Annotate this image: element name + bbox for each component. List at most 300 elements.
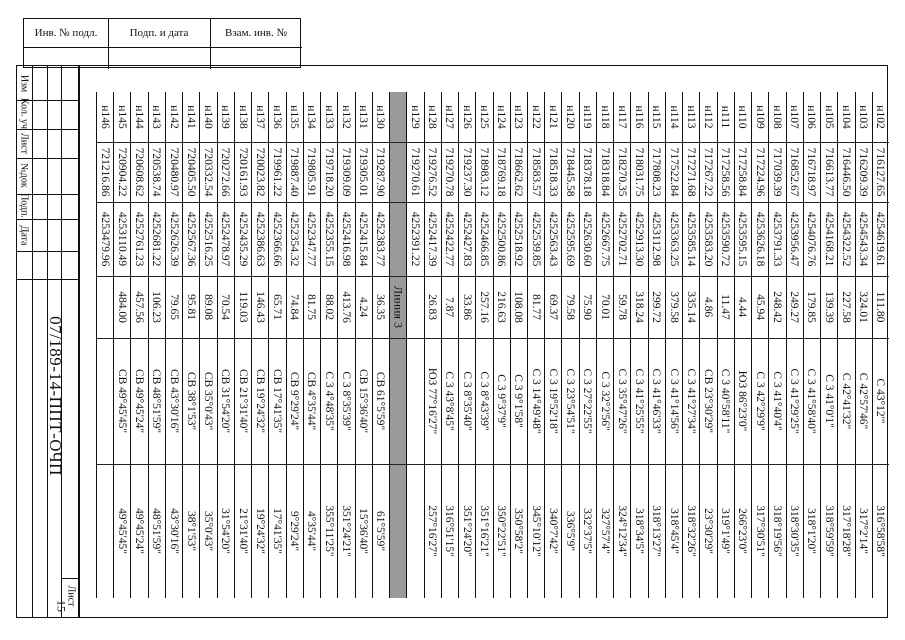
row-divider [682,92,683,598]
table-cell-y-coord: 4252416.98 [339,211,352,267]
table-cell-length: 4.24 [357,296,370,318]
table-cell-length: 75.90 [581,294,594,320]
table-cell-bearing: СВ 49°45'45" [115,368,128,434]
row-divider [286,92,287,598]
table-cell-angle: 317°30'51" [753,505,766,557]
table-cell-bearing: С 3 8°43'39" [477,371,490,431]
grid-line [17,279,80,280]
table-cell-point: н120 [564,105,577,129]
table-cell-angle: 324°12'34" [615,505,628,557]
table-cell-x-coord: 719270.78 [443,147,456,197]
table-cell-x-coord: 718583.57 [529,147,542,197]
table-cell-point: н105 [822,105,835,129]
margin-label-list: Лист [18,133,30,154]
table-cell-x-coord: 718769.18 [495,147,508,197]
row-divider [165,92,166,598]
table-cell-x-coord: 717267.22 [701,147,714,197]
row-divider [803,92,804,598]
table-cell-x-coord: 719887.40 [288,147,301,197]
table-cell-length: 81.77 [529,294,542,320]
table-cell-point: н118 [598,105,611,129]
table-cell-angle: 266°23'0" [736,508,749,554]
table-cell-point: н143 [150,105,163,129]
table-cell-bearing: С 3 23°54'51" [564,368,577,434]
table-cell-length: 257.16 [477,291,490,323]
table-cell-y-coord: 4252681.22 [150,211,163,267]
row-divider [648,92,649,598]
table-cell-x-coord: 718378.18 [581,147,594,197]
table-cell-angle: 35°0'43" [202,510,215,552]
table-cell-point: н136 [271,105,283,129]
table-cell-angle: 318°34'5" [633,508,646,554]
table-cell-y-coord: 4254543.34 [857,211,870,267]
table-cell-bearing: ЮЗ 77°16'27" [426,367,439,435]
table-cell-bearing: СВ 48°51'59" [150,368,163,434]
row-divider [855,92,856,598]
table-cell-y-coord: 4252427.83 [460,211,473,267]
table-cell-length: 70.01 [598,294,611,320]
table-cell-point: н129 [408,105,421,129]
table-cell-x-coord: 719718.20 [322,147,335,197]
table-cell-length: 95.81 [184,294,197,320]
table-cell-x-coord: 716446.50 [839,147,852,197]
table-cell-bearing: С 3 9°1'58" [512,374,525,428]
table-cell-x-coord: 719276.52 [426,147,439,197]
table-cell-x-coord: 718270.35 [615,147,628,197]
registration-stamp [23,18,301,68]
table-cell-angle: 4°35'44" [305,510,318,552]
grid-line [61,578,80,579]
row-divider [613,92,614,598]
table-cell-length: 7.87 [443,296,456,318]
table-cell-length: 4.44 [736,296,749,318]
table-cell-x-coord: 716613.77 [822,147,835,197]
table-cell-x-coord: 718031.75 [633,147,646,197]
table-cell-angle: 23°30'29" [701,508,714,554]
table-cell-point: н112 [701,105,714,129]
table-cell-point: н125 [477,105,490,129]
table-cell-y-coord: 4254619.61 [874,211,887,267]
row-divider [441,92,442,598]
table-cell-y-coord: 4253363.25 [667,211,680,267]
table-cell-x-coord: 720480.97 [167,147,180,197]
margin-label-data: Дата [18,225,30,246]
table-cell-length: 146.43 [253,291,266,323]
row-divider [389,92,390,598]
table-cell-bearing: С 3 41°14'56" [667,368,680,434]
table-cell-length: 88.02 [322,294,335,320]
table-cell-bearing: СВ 21°31'40" [236,368,249,434]
table-cell-y-coord: 4252466.85 [477,211,490,267]
table-cell-y-coord: 4252347.77 [305,211,318,267]
row-divider [717,92,718,598]
table-cell-y-coord: 4252702.71 [615,211,628,267]
table-cell-point: н137 [253,105,266,129]
table-cell-x-coord: 716127.65 [874,147,887,197]
table-cell-y-coord: 4254322.52 [839,211,852,267]
table-cell-y-coord: 4253110.49 [115,211,128,267]
row-divider [699,92,700,598]
table-cell-bearing: С 42°41'32" [839,372,852,430]
table-cell-y-coord: 4253791.33 [770,211,783,267]
table-cell-angle: 351°24'20" [460,505,473,557]
table-cell-bearing: СВ 17°41'35" [271,368,283,434]
table-cell-angle: 318°30'35" [788,505,801,557]
table-cell-y-coord: 4252415.84 [357,211,370,267]
table-cell-point: н109 [753,105,766,129]
margin-label-ndok: №док [18,163,30,188]
row-divider [148,92,149,598]
table-cell-bearing: С 3 43°8'45" [443,371,456,431]
table-cell-length: 413.76 [339,291,352,323]
table-cell-x-coord: 716209.39 [857,147,870,197]
table-cell-point: н104 [839,105,852,129]
table-cell-angle: 316°51'15" [443,505,456,557]
table-cell-bearing: С 3 35°47'26" [615,368,628,434]
table-cell-y-coord: 4252518.92 [512,211,525,267]
table-cell-bearing: СВ 35°0'43" [202,371,215,431]
table-cell-x-coord: 718662.62 [512,147,525,197]
table-cell-x-coord: 719270.61 [408,147,421,197]
table-cell-point: н106 [805,105,818,129]
table-cell-bearing: СВ 19°24'32" [253,368,266,434]
table-cell-point: н127 [443,105,456,129]
table-cell-bearing: С 3 41°0'1" [822,374,835,428]
table-cell-length: 119.03 [236,291,249,323]
table-cell-y-coord: 4253585.14 [684,211,697,267]
table-cell-length: 248.42 [770,291,783,323]
table-cell-angle: 319°1'49" [719,508,732,554]
table-cell-y-coord: 4252539.85 [529,211,542,267]
line-section-label: Линия 3 [391,286,406,328]
table-cell-point: н107 [788,105,801,129]
row-divider [199,92,200,598]
table-cell-bearing: СВ 38°1'53" [184,371,197,431]
table-cell-point: н110 [736,105,749,129]
table-cell-bearing: С 3 19°52'18" [546,368,559,434]
table-cell-length: 59.78 [615,294,628,320]
row-divider [130,92,131,598]
row-divider [751,92,752,598]
table-cell-x-coord: 717271.68 [684,147,697,197]
table-cell-length: 179.85 [805,291,818,323]
table-cell-y-coord: 4252630.60 [581,211,594,267]
table-cell-y-coord: 4252500.86 [495,211,508,267]
row-divider [579,92,580,598]
table-cell-x-coord: 719805.91 [305,147,318,197]
table-cell-length: 69.37 [546,294,559,320]
table-cell-point: н124 [495,105,508,129]
row-divider [406,92,407,598]
table-cell-bearing: С 3 4°48'35" [322,371,335,431]
table-cell-length: 65.71 [271,294,283,320]
table-cell-length: 335.14 [684,291,697,323]
table-cell-angle: 318°13'27" [650,505,663,557]
table-cell-y-coord: 4252667.75 [598,211,611,267]
table-cell-x-coord: 719961.22 [271,147,283,197]
table-cell-length: 26.83 [426,294,439,320]
table-cell-bearing: С 3 41°29'25" [788,368,801,434]
row-divider [355,92,356,598]
table-cell-bearing: С 3 41°25'55" [633,368,646,434]
row-divider [768,92,769,598]
table-cell-angle: 327°57'4" [598,508,611,554]
row-divider [630,92,631,598]
table-cell-bearing: С 42°57'46" [857,372,870,430]
table-cell-point: н116 [633,105,646,129]
table-cell-length: 89.08 [202,294,215,320]
table-cell-bearing: С 3 41°46'33" [650,368,663,434]
table-cell-angle: 61°5'59" [374,510,387,552]
table-cell-point: н103 [857,105,870,129]
table-cell-length: 299.72 [650,291,663,323]
table-cell-bearing: С 3 41°58'40" [805,368,818,434]
table-cell-x-coord: 720904.22 [115,147,128,197]
table-cell-x-coord: 720161.93 [236,147,249,197]
table-cell-point: н146 [98,105,111,129]
table-cell-length: 457.56 [133,291,146,323]
row-divider [217,92,218,598]
row-divider [337,92,338,598]
coordinates-table [96,92,889,598]
table-cell-angle: 355°11'25" [322,505,335,557]
row-divider [872,92,873,598]
table-cell-length: 379.58 [667,291,680,323]
inv-podl-label: Инв. № подл. [24,19,109,48]
table-cell-x-coord: 720538.74 [150,147,163,197]
table-cell-x-coord: 717258.84 [736,147,749,197]
table-cell-y-coord: 4252354.32 [288,211,301,267]
row-divider [786,92,787,598]
row-divider [820,92,821,598]
row-divider [665,92,666,598]
table-cell-y-coord: 4252567.36 [184,211,197,267]
table-cell-bearing: СВ 15°36'40" [357,368,370,434]
table-cell-x-coord: 719305.01 [357,147,370,197]
table-cell-bearing: СВ 23°30'29" [701,368,714,434]
table-cell-angle: 351°16'21" [477,505,490,557]
table-cell-length: 45.94 [753,294,766,320]
table-cell-length: 484.00 [115,291,128,323]
row-divider [372,92,373,598]
table-cell-y-coord: 4252626.39 [167,211,180,267]
table-cell-bearing: С 3 40°58'11" [719,368,732,434]
table-cell-x-coord: 718518.33 [546,147,559,197]
row-divider [424,92,425,598]
row-divider [475,92,476,598]
table-cell-point: н132 [339,105,352,129]
row-divider [493,92,494,598]
table-cell-point: н115 [650,105,663,129]
table-cell-bearing: С 3 41°27'34" [684,368,697,434]
table-cell-point: н113 [684,105,697,129]
table-cell-angle: 318°59'59" [822,505,835,557]
table-cell-angle: 318°1'20" [805,508,818,554]
table-cell-bearing: С 3 42°29'9" [753,371,766,431]
table-cell-angle: 43°30'16" [167,508,180,554]
table-cell-angle: 336°5'9" [564,510,577,552]
table-cell-point: н102 [874,105,887,129]
table-cell-y-coord: 4252478.97 [219,211,232,267]
table-cell-angle: 318°19'56" [770,505,783,557]
table-cell-y-coord: 4252516.25 [202,211,215,267]
table-cell-y-coord: 4254076.76 [805,211,818,267]
table-cell-angle: 31°54'20" [219,508,232,554]
table-cell-angle: 17°41'35" [271,508,283,554]
table-cell-length: 139.39 [822,291,835,323]
table-cell-point: н138 [236,105,249,129]
table-cell-x-coord: 717258.56 [719,147,732,197]
table-cell-y-coord: 4252366.66 [271,211,283,267]
row-divider [510,92,511,598]
table-cell-y-coord: 4252435.29 [236,211,249,267]
row-divider [96,92,97,598]
table-cell-angle: 351°24'21" [339,505,352,557]
table-cell-angle: 340°7'42" [546,508,559,554]
table-cell-bearing: ЮЗ 86°23'0" [736,370,749,432]
vzam-inv-label: Взам. инв. № [210,19,302,48]
table-cell-length: 111.80 [874,291,887,323]
table-cell-x-coord: 717522.84 [667,147,680,197]
table-cell-bearing: С 3 9°37'9" [495,374,508,428]
table-cell-bearing: С 43°12'" [874,378,887,424]
table-cell-point: н141 [184,105,197,129]
table-cell-point: н130 [374,105,387,129]
table-cell-bearing: СВ 4°35'44" [305,371,318,431]
row-divider [182,92,183,598]
table-cell-x-coord: 716852.67 [788,147,801,197]
table-cell-point: н119 [581,105,594,129]
table-cell-x-coord: 719287.90 [374,147,387,197]
table-cell-length: 108.08 [512,291,525,323]
table-cell-point: н128 [426,105,439,129]
table-cell-x-coord: 716718.97 [805,147,818,197]
table-cell-point: н108 [770,105,783,129]
table-cell-y-coord: 4252391.22 [408,211,421,267]
margin-label-izm: Изм [18,74,30,93]
table-cell-y-coord: 4253112.98 [650,211,663,267]
table-cell-x-coord: 720608.62 [133,147,146,197]
table-cell-y-coord: 4252595.69 [564,211,577,267]
table-cell-point: н139 [219,105,232,129]
table-cell-x-coord: 718318.84 [598,147,611,197]
row-divider [251,92,252,598]
row-divider [113,92,114,598]
table-cell-x-coord: 717808.23 [650,147,663,197]
table-cell-point: н142 [167,105,180,129]
row-divider [561,92,562,598]
table-cell-length: 106.23 [150,291,163,323]
table-cell-y-coord: 4253956.47 [788,211,801,267]
table-cell-x-coord: 718983.12 [477,147,490,197]
sheet-label: Лист [65,585,77,607]
table-cell-length: 227.58 [839,291,852,323]
table-cell-bearing: СВ 43°30'16" [167,368,180,434]
table-cell-angle: 15°36'40" [357,508,370,554]
table-cell-y-coord: 4252761.23 [133,211,146,267]
table-cell-angle: 350°22'51" [495,505,508,557]
row-divider [303,92,304,598]
table-cell-y-coord: 4253595.15 [736,211,749,267]
table-cell-point: н140 [202,105,215,129]
table-cell-y-coord: 4252913.30 [633,211,646,267]
margin-label-podp: Подп. [18,193,30,218]
table-cell-angle: 49°45'24" [133,508,146,554]
table-cell-length: 33.86 [460,294,473,320]
table-cell-length: 81.75 [305,294,318,320]
table-cell-angle: 350°58'2" [512,508,525,554]
table-cell-bearing: С 3 14°49'48" [529,368,542,434]
sheet-number: 15 [54,600,69,612]
table-cell-length: 70.54 [219,294,232,320]
table-cell-point: н131 [357,105,370,129]
table-cell-y-coord: 4252422.77 [443,211,456,267]
table-cell-length: 79.65 [167,294,180,320]
table-cell-angle: 9°29'24" [288,510,301,552]
table-cell-x-coord: 720023.82 [253,147,266,197]
table-cell-point: н144 [133,105,146,129]
grid-line [32,66,33,617]
row-divider [320,92,321,598]
table-cell-point: н145 [115,105,128,129]
table-cell-length: 216.63 [495,291,508,323]
row-divider [458,92,459,598]
table-cell-bearing: С 3 27°22'55" [581,368,594,434]
table-cell-angle: 332°37'5" [581,508,594,554]
table-cell-y-coord: 4254168.21 [822,211,835,267]
table-cell-length: 11.47 [719,294,732,320]
table-cell-angle: 49°45'45" [115,508,128,554]
table-cell-bearing: С 3 32°2'56" [598,371,611,431]
table-cell-bearing: С 3 8°35'40" [460,371,473,431]
table-cell-y-coord: 4252383.77 [374,211,387,267]
row-divider [596,92,597,598]
table-cell-y-coord: 4253590.72 [719,211,732,267]
table-cell-length: 324.01 [857,291,870,323]
table-cell-x-coord: 719237.30 [460,147,473,197]
table-cell-x-coord: 720332.54 [202,147,215,197]
table-cell-bearing: СВ 9°29'24" [288,371,301,431]
line-section-band [389,92,406,598]
table-cell-bearing: СВ 49°45'24" [133,368,146,434]
table-cell-x-coord: 719309.09 [339,147,352,197]
podp-data-label: Подп. и дата [108,19,211,48]
table-cell-angle: 48°51'59" [150,508,163,554]
row-divider [734,92,735,598]
table-cell-angle: 38°1'53" [184,510,197,552]
row-divider [527,92,528,598]
table-cell-y-coord: 4253583.20 [701,211,714,267]
table-cell-point: н135 [288,105,301,129]
document-code: 07/189-14-ППТ-ОЧП [46,316,65,476]
table-cell-angle: 317°2'14" [857,508,870,554]
table-cell-length: 318.24 [633,291,646,323]
table-cell-point: н122 [529,105,542,129]
table-cell-bearing: С 3 8°35'39" [339,371,352,431]
table-cell-x-coord: 717224.96 [753,147,766,197]
table-cell-x-coord: 720272.66 [219,147,232,197]
revision-block [16,65,79,618]
table-cell-bearing: С 3 41°40'4" [770,371,783,431]
table-cell-x-coord: 721216.86 [98,147,111,197]
table-cell-angle: 257°16'27" [426,505,439,557]
table-cell-length: 4.86 [701,296,714,318]
row-divider [268,92,269,598]
table-cell-point: н114 [667,105,680,129]
table-cell-bearing: СВ 31°54'20" [219,368,232,434]
table-cell-point: н117 [615,105,628,129]
table-cell-angle: 19°24'32" [253,508,266,554]
